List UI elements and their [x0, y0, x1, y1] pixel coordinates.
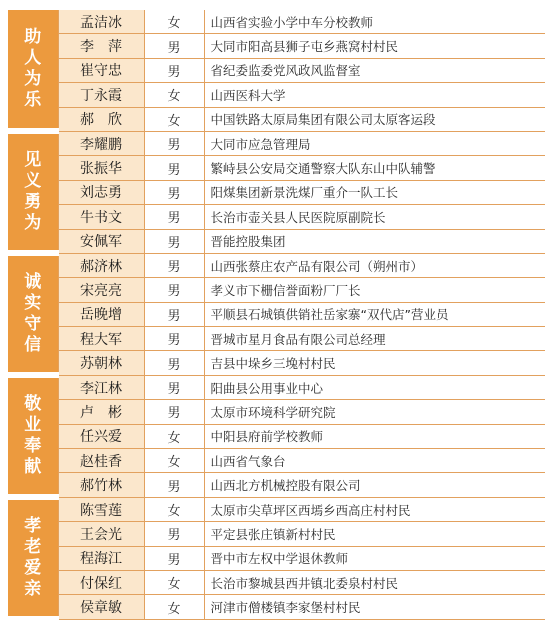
- person-name: 张振华: [58, 156, 144, 180]
- person-gender: 男: [144, 351, 204, 375]
- person-name: 丁永霞: [58, 83, 144, 107]
- person-organization: 大同市应急管理局: [204, 131, 545, 155]
- person-name: 崔守忠: [58, 58, 144, 82]
- person-gender: 男: [144, 473, 204, 497]
- person-organization: 阳煤集团新景洗煤厂重介一队工长: [204, 180, 545, 204]
- table-row: [8, 156, 545, 180]
- table-row: [8, 595, 545, 619]
- person-name: 郝竹林: [58, 473, 144, 497]
- person-organization: 太原市尖草坪区西墕乡西高庄村村民: [204, 497, 545, 521]
- person-gender: 男: [144, 278, 204, 302]
- person-name: 付保红: [58, 570, 144, 594]
- person-name: 程海江: [58, 546, 144, 570]
- category-label: [8, 497, 58, 619]
- person-name: 刘志勇: [58, 180, 144, 204]
- table-row: [8, 229, 545, 253]
- table-row: [8, 302, 545, 326]
- person-gender: 男: [144, 156, 204, 180]
- person-name: 孟洁冰: [58, 10, 144, 34]
- table-row: [8, 351, 545, 375]
- person-organization: 孝义市下栅信誉面粉厂厂长: [204, 278, 545, 302]
- person-gender: 男: [144, 375, 204, 399]
- person-organization: 繁峙县公安局交通警察大队东山中队辅警: [204, 156, 545, 180]
- person-organization: 大同市阳高县狮子屯乡燕窝村村民: [204, 34, 545, 58]
- person-organization: 晋中市左权中学退休教师: [204, 546, 545, 570]
- table-row: [8, 83, 545, 107]
- category-text: 敬业奉献: [24, 394, 42, 478]
- table-row: [8, 327, 545, 351]
- person-gender: 女: [144, 449, 204, 473]
- person-gender: 男: [144, 180, 204, 204]
- table-row: [8, 570, 545, 594]
- person-gender: 女: [144, 497, 204, 521]
- person-gender: 女: [144, 83, 204, 107]
- person-name: 安佩军: [58, 229, 144, 253]
- person-organization: 中国铁路太原局集团有限公司太原客运段: [204, 107, 545, 131]
- person-organization: 长治市黎城县西井镇北委泉村村民: [204, 570, 545, 594]
- person-name: 卢 彬: [58, 400, 144, 424]
- table-row: [8, 10, 545, 34]
- person-name: 王会光: [58, 522, 144, 546]
- person-organization: 山西北方机械控股有限公司: [204, 473, 545, 497]
- person-name: 李 萍: [58, 34, 144, 58]
- person-gender: 女: [144, 10, 204, 34]
- honor-table: [8, 10, 545, 622]
- person-name: 侯章敏: [58, 595, 144, 619]
- person-organization: 太原市环境科学研究院: [204, 400, 545, 424]
- table-row: [8, 400, 545, 424]
- person-name: 李江林: [58, 375, 144, 399]
- category-label: [8, 131, 58, 253]
- person-organization: 山西省气象台: [204, 449, 545, 473]
- person-organization: 山西省实验小学中车分校教师: [204, 10, 545, 34]
- person-name: 任兴爱: [58, 424, 144, 448]
- table-row: [8, 205, 545, 229]
- table-row: [8, 34, 545, 58]
- person-organization: 山西医科大学: [204, 83, 545, 107]
- table-row: [8, 107, 545, 131]
- person-gender: 女: [144, 107, 204, 131]
- table-row: [8, 522, 545, 546]
- table-row: [8, 449, 545, 473]
- table-row: [8, 180, 545, 204]
- person-organization: 吉县中垛乡三堍村村民: [204, 351, 545, 375]
- person-organization: 阳曲县公用事业中心: [204, 375, 545, 399]
- table-row: [8, 424, 545, 448]
- person-gender: 女: [144, 595, 204, 619]
- person-name: 李耀鹏: [58, 131, 144, 155]
- person-name: 陈雪莲: [58, 497, 144, 521]
- person-gender: 男: [144, 34, 204, 58]
- person-organization: 晋城市星月食品有限公司总经理: [204, 327, 545, 351]
- person-gender: 男: [144, 522, 204, 546]
- person-gender: 男: [144, 400, 204, 424]
- table-row: [8, 473, 545, 497]
- person-name: 牛书文: [58, 205, 144, 229]
- person-organization: 山西张蔡庄农产品有限公司（朔州市）: [204, 253, 545, 277]
- category-label: [8, 375, 58, 497]
- person-name: 郝 欣: [58, 107, 144, 131]
- person-name: 宋亮亮: [58, 278, 144, 302]
- person-name: 郝济林: [58, 253, 144, 277]
- person-gender: 男: [144, 253, 204, 277]
- person-gender: 男: [144, 58, 204, 82]
- person-organization: 省纪委监委党风政风监督室: [204, 58, 545, 82]
- person-gender: 男: [144, 205, 204, 229]
- table-row: [8, 253, 545, 277]
- category-text: 诚实守信: [24, 272, 42, 356]
- person-name: 岳晚增: [58, 302, 144, 326]
- table-row: [8, 278, 545, 302]
- person-organization: 中阳县府前学校教师: [204, 424, 545, 448]
- honor-table-body: [8, 10, 545, 619]
- person-organization: 平顺县石城镇供销社岳家寨“双代店”营业员: [204, 302, 545, 326]
- person-gender: 女: [144, 424, 204, 448]
- person-name: 程大军: [58, 327, 144, 351]
- table-row: [8, 131, 545, 155]
- person-name: 赵桂香: [58, 449, 144, 473]
- person-organization: 晋能控股集团: [204, 229, 545, 253]
- person-organization: 平定县张庄镇新村村民: [204, 522, 545, 546]
- category-text: 孝老爱亲: [24, 516, 42, 600]
- table-row: [8, 375, 545, 399]
- category-text: 见义勇为: [24, 150, 42, 234]
- person-organization: 长治市壶关县人民医院原副院长: [204, 205, 545, 229]
- table-row: [8, 58, 545, 82]
- category-text: 助人为乐: [24, 27, 42, 111]
- person-name: 苏朝林: [58, 351, 144, 375]
- person-gender: 男: [144, 546, 204, 570]
- person-gender: 男: [144, 327, 204, 351]
- table-row: [8, 546, 545, 570]
- person-gender: 男: [144, 131, 204, 155]
- category-label: [8, 10, 58, 131]
- table-row: [8, 497, 545, 521]
- person-organization: 河津市僧楼镇李家堡村村民: [204, 595, 545, 619]
- person-gender: 男: [144, 302, 204, 326]
- person-gender: 女: [144, 570, 204, 594]
- person-gender: 男: [144, 229, 204, 253]
- category-label: [8, 253, 58, 375]
